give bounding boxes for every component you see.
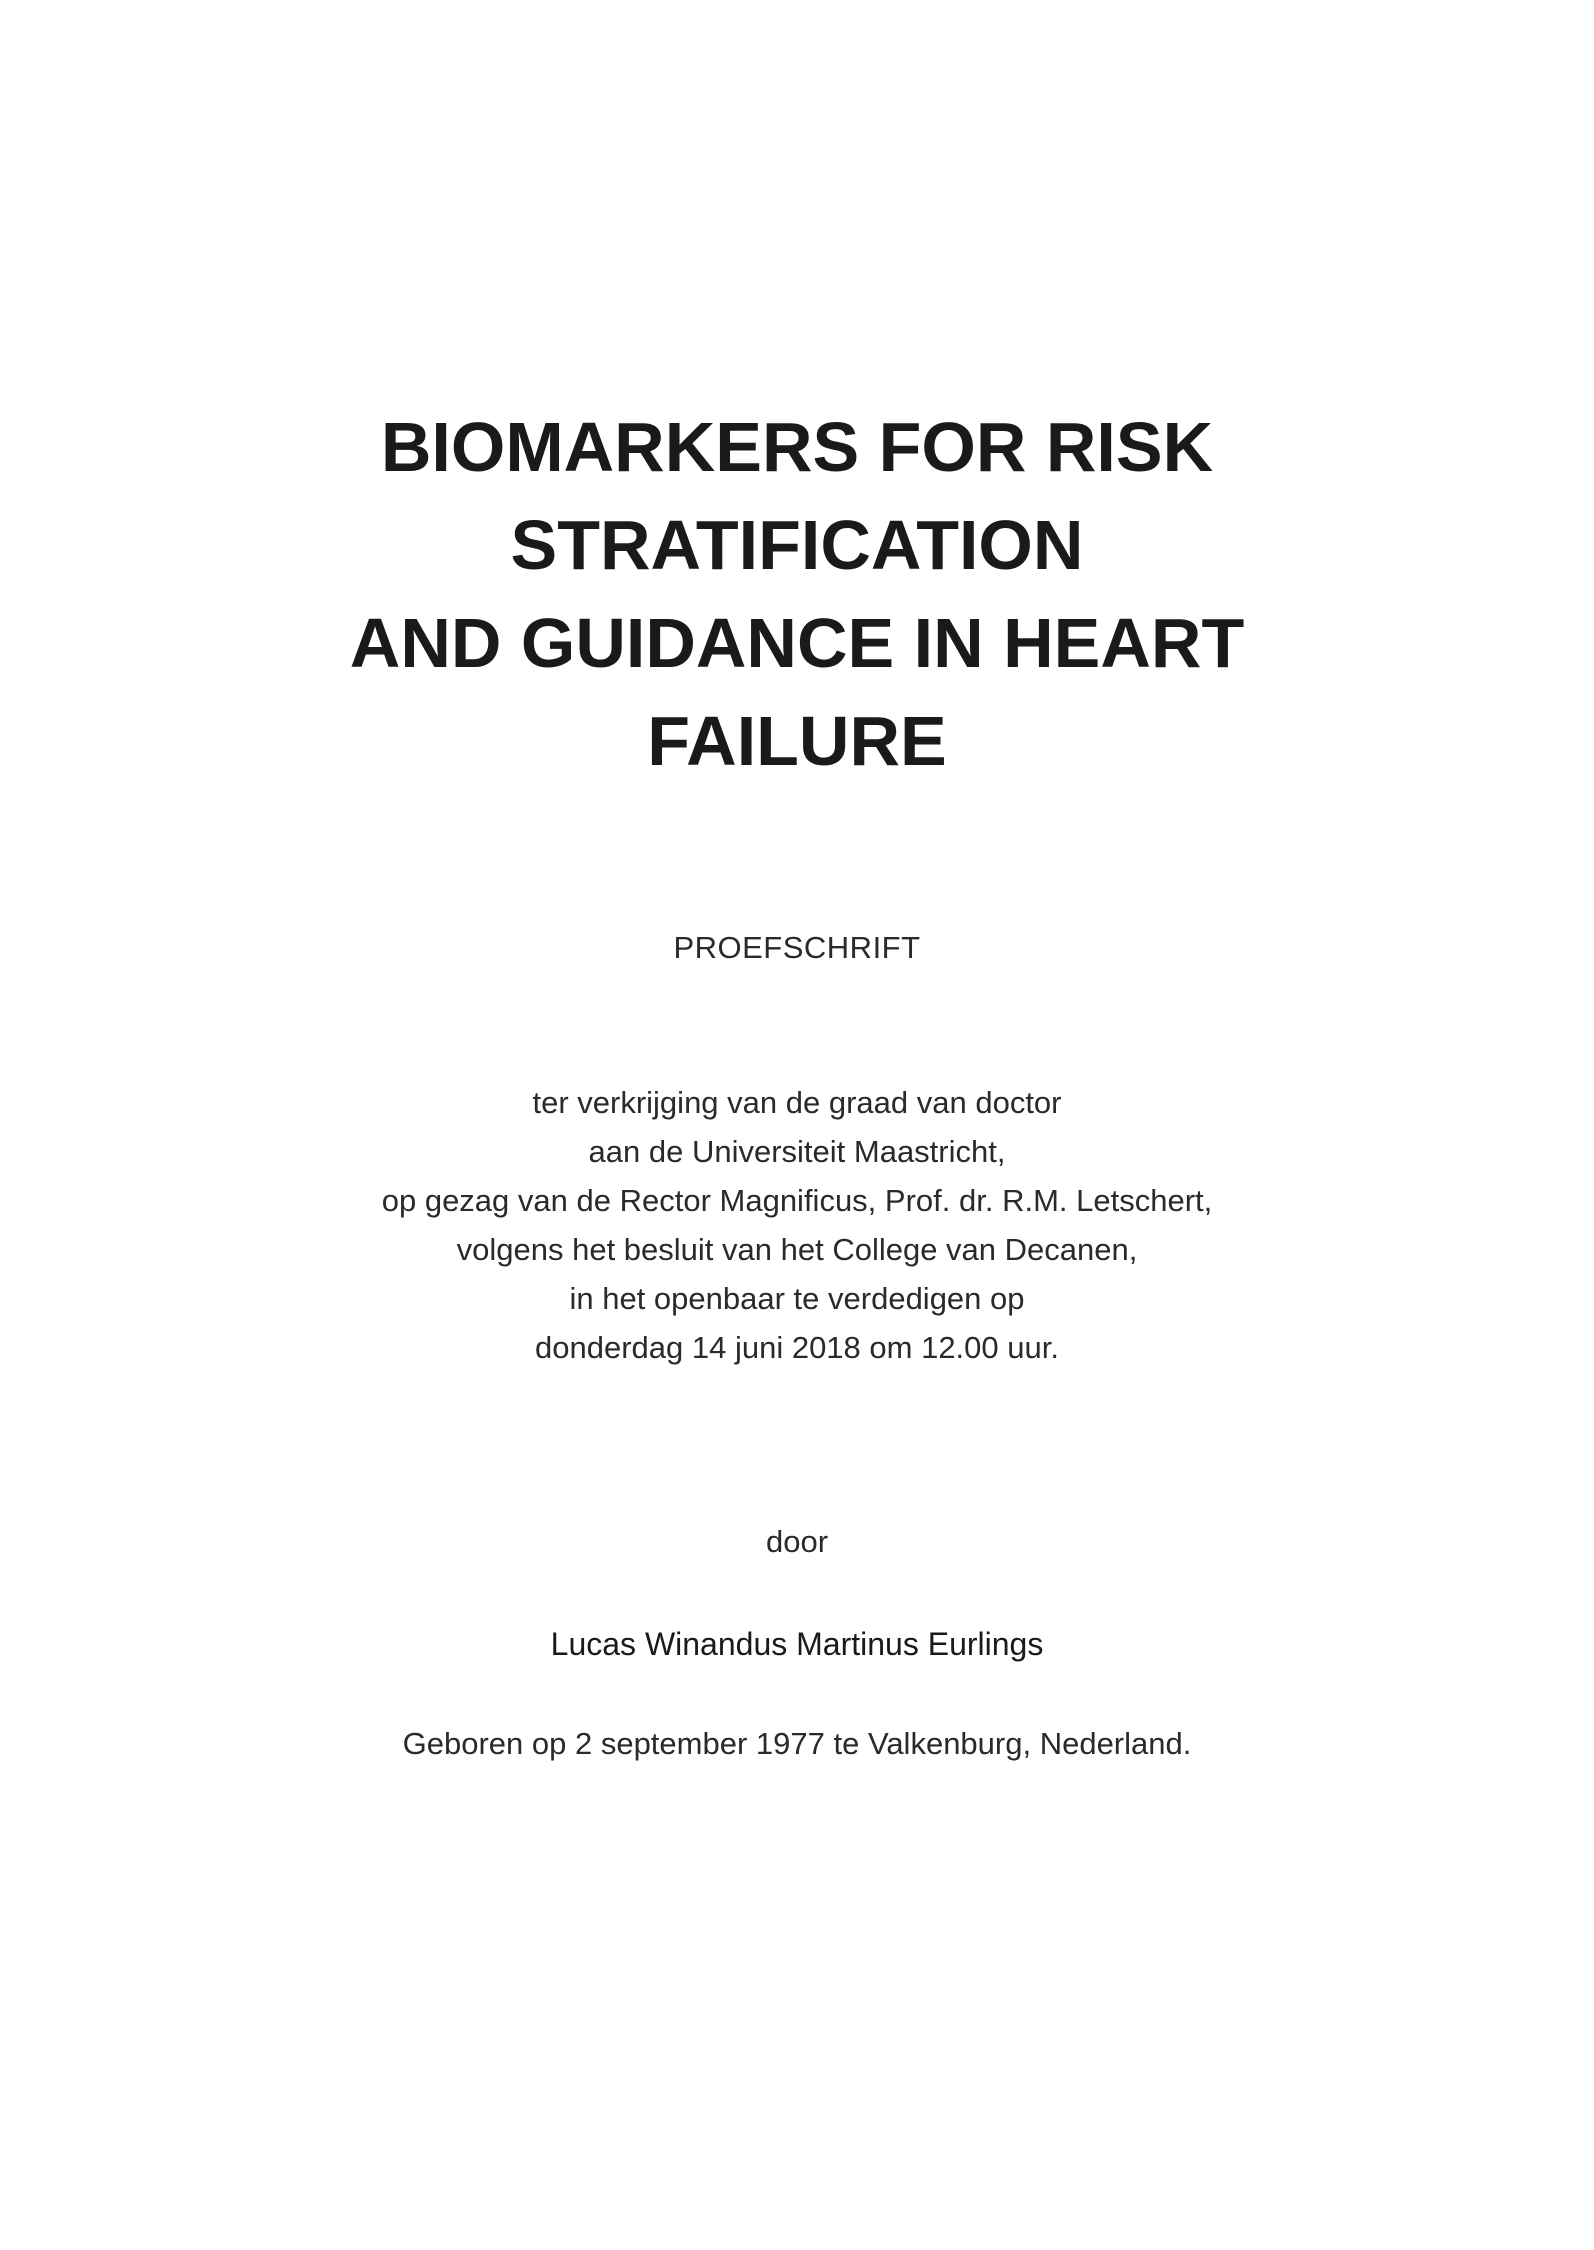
birth-statement: Geboren op 2 september 1977 te Valkenburg, Nederland. xyxy=(402,1726,1192,1761)
by-label: door xyxy=(765,1524,829,1559)
title-line: AND GUIDANCE IN HEART xyxy=(349,604,1245,682)
title-line: BIOMARKERS FOR RISK xyxy=(380,408,1214,486)
purpose-line: in het openbaar te verdedigen op xyxy=(569,1281,1025,1316)
title-line: FAILURE xyxy=(647,702,947,780)
purpose-line: ter verkrijging van de graad van doctor xyxy=(532,1085,1062,1120)
purpose-line: op gezag van de Rector Magnificus, Prof. dr. R.M. Letschert, xyxy=(381,1183,1213,1218)
thesis-title xyxy=(0,398,1594,790)
document-type: PROEFSCHRIFT xyxy=(673,930,921,965)
purpose-line: volgens het besluit van het College van Decanen, xyxy=(456,1232,1138,1267)
degree-purpose-statement xyxy=(0,1078,1594,1372)
author-name: Lucas Winandus Martinus Eurlings xyxy=(550,1626,1044,1662)
purpose-line: aan de Universiteit Maastricht, xyxy=(588,1134,1006,1169)
title-line: STRATIFICATION xyxy=(510,506,1084,584)
purpose-line: donderdag 14 juni 2018 om 12.00 uur. xyxy=(535,1330,1059,1365)
